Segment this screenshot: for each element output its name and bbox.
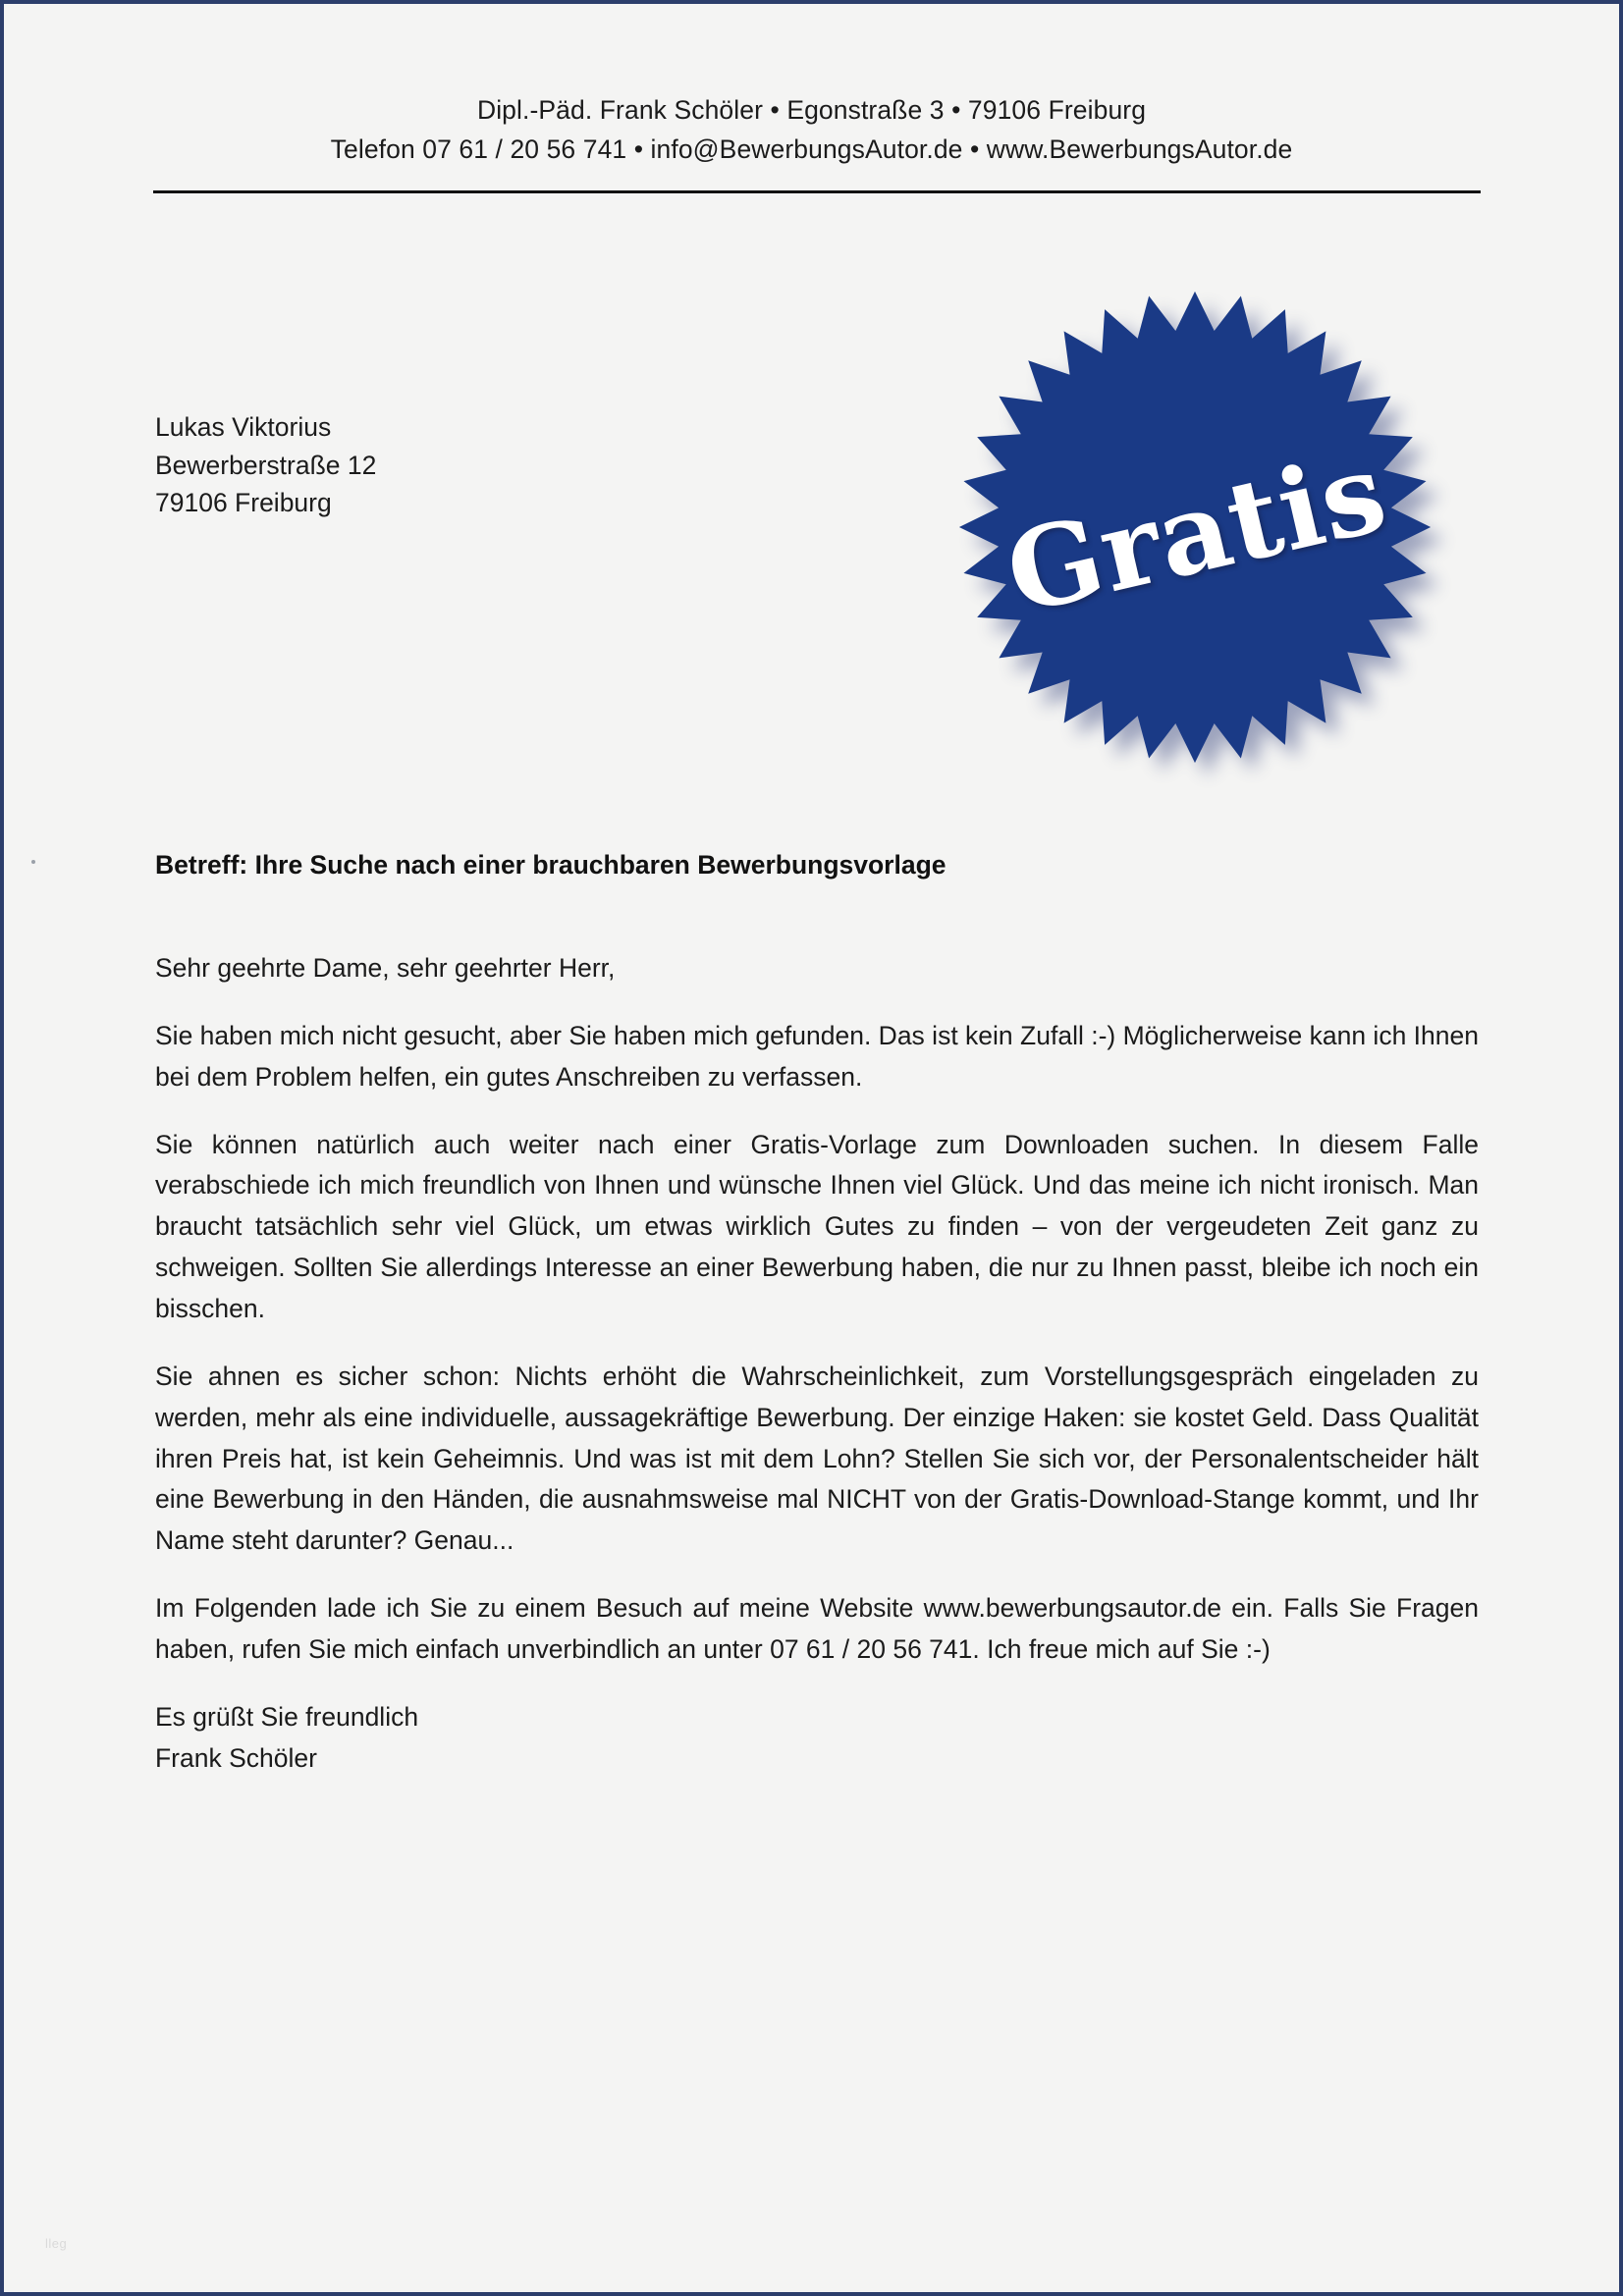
gratis-badge [954,287,1435,768]
recipient-address [155,408,376,522]
letter-body [155,948,1479,1780]
gratis-badge-label-wrap [954,287,1435,768]
letter-paragraph-1: Sie haben mich nicht gesucht, aber Sie haben mich gefunden. Das ist kein Zufall :-) Möglicherweise kann ich Ihnen bei dem Problem helfen, ein gutes Anschreiben zu verfassen. [155,1020,1479,1092]
letterhead-line-1: Dipl.-Päd. Frank Schöler • Egonstraße 3 • 79106 Freiburg [476,95,1147,125]
letter-paragraph-4: Im Folgenden lade ich Sie zu einem Besuch auf meine Website www.bewerbungsautor.de ein. Falls Sie Fragen haben, rufen Sie mich einfach unverbindlich an unter 07 61 / 20 56 741. Ich freue mich auf Sie :-) [155,1593,1479,1665]
letterhead-line-2: Telefon 07 61 / 20 56 741 • info@BewerbungsAutor.de • www.BewerbungsAutor.de [330,134,1293,165]
recipient-street: Bewerberstraße 12 [155,450,377,480]
letterhead [4,90,1619,170]
recipient-name: Lukas Viktorius [155,412,332,442]
letter-paragraph-3: Sie ahnen es sicher schon: Nichts erhöht die Wahrscheinlichkeit, zum Vorstellungsgespräch eingeladen zu werden, mehr als eine individuelle, aussagekräftige Bewerbung. Der einzige Haken: sie kostet Geld. Dass Qualität ihren Preis hat, ist kein Geheimnis. Und was ist mit dem Lohn? Stellen Sie sich vor, der Personalentscheider hält eine Bewerbung in den Händen, die ausnahmsweise mal NICHT von der Gratis-Download-Stange kommt, und Ihr Name steht darunter? Genau... [155,1361,1479,1556]
gratis-badge-label: Gratis [995,427,1398,639]
letter-subject: Betreff: Ihre Suche nach einer brauchbaren Bewerbungsvorlage [155,850,947,880]
page-surface [4,4,1619,2292]
letter-salutation: Sehr geehrte Dame, sehr geehrter Herr, [155,953,616,983]
letterhead-divider [153,190,1481,193]
letter-closing-line-1: Es grüßt Sie freundlich [155,1701,419,1732]
letter-signature-name: Frank Schöler [155,1742,317,1773]
letter-paragraph-2: Sie können natürlich auch weiter nach einer Gratis-Vorlage zum Downloaden suchen. In diesem Falle verabschiede ich mich freundlich von Ihnen und wünsche Ihnen viel Glück. Und das meine ich nicht ironisch. Man braucht tatsächlich sehr viel Glück, um etwas wirklich Gutes zu finden – von der vergeudeten Zeit ganz zu schweigen. Sollten Sie allerdings Interesse an einer Bewerbung haben, die nur zu Ihnen passt, bleibe ich noch ein bisschen. [155,1129,1479,1324]
margin-mark [31,860,35,864]
recipient-city: 79106 Freiburg [155,488,332,518]
corner-watermark: lleg [45,2236,68,2251]
